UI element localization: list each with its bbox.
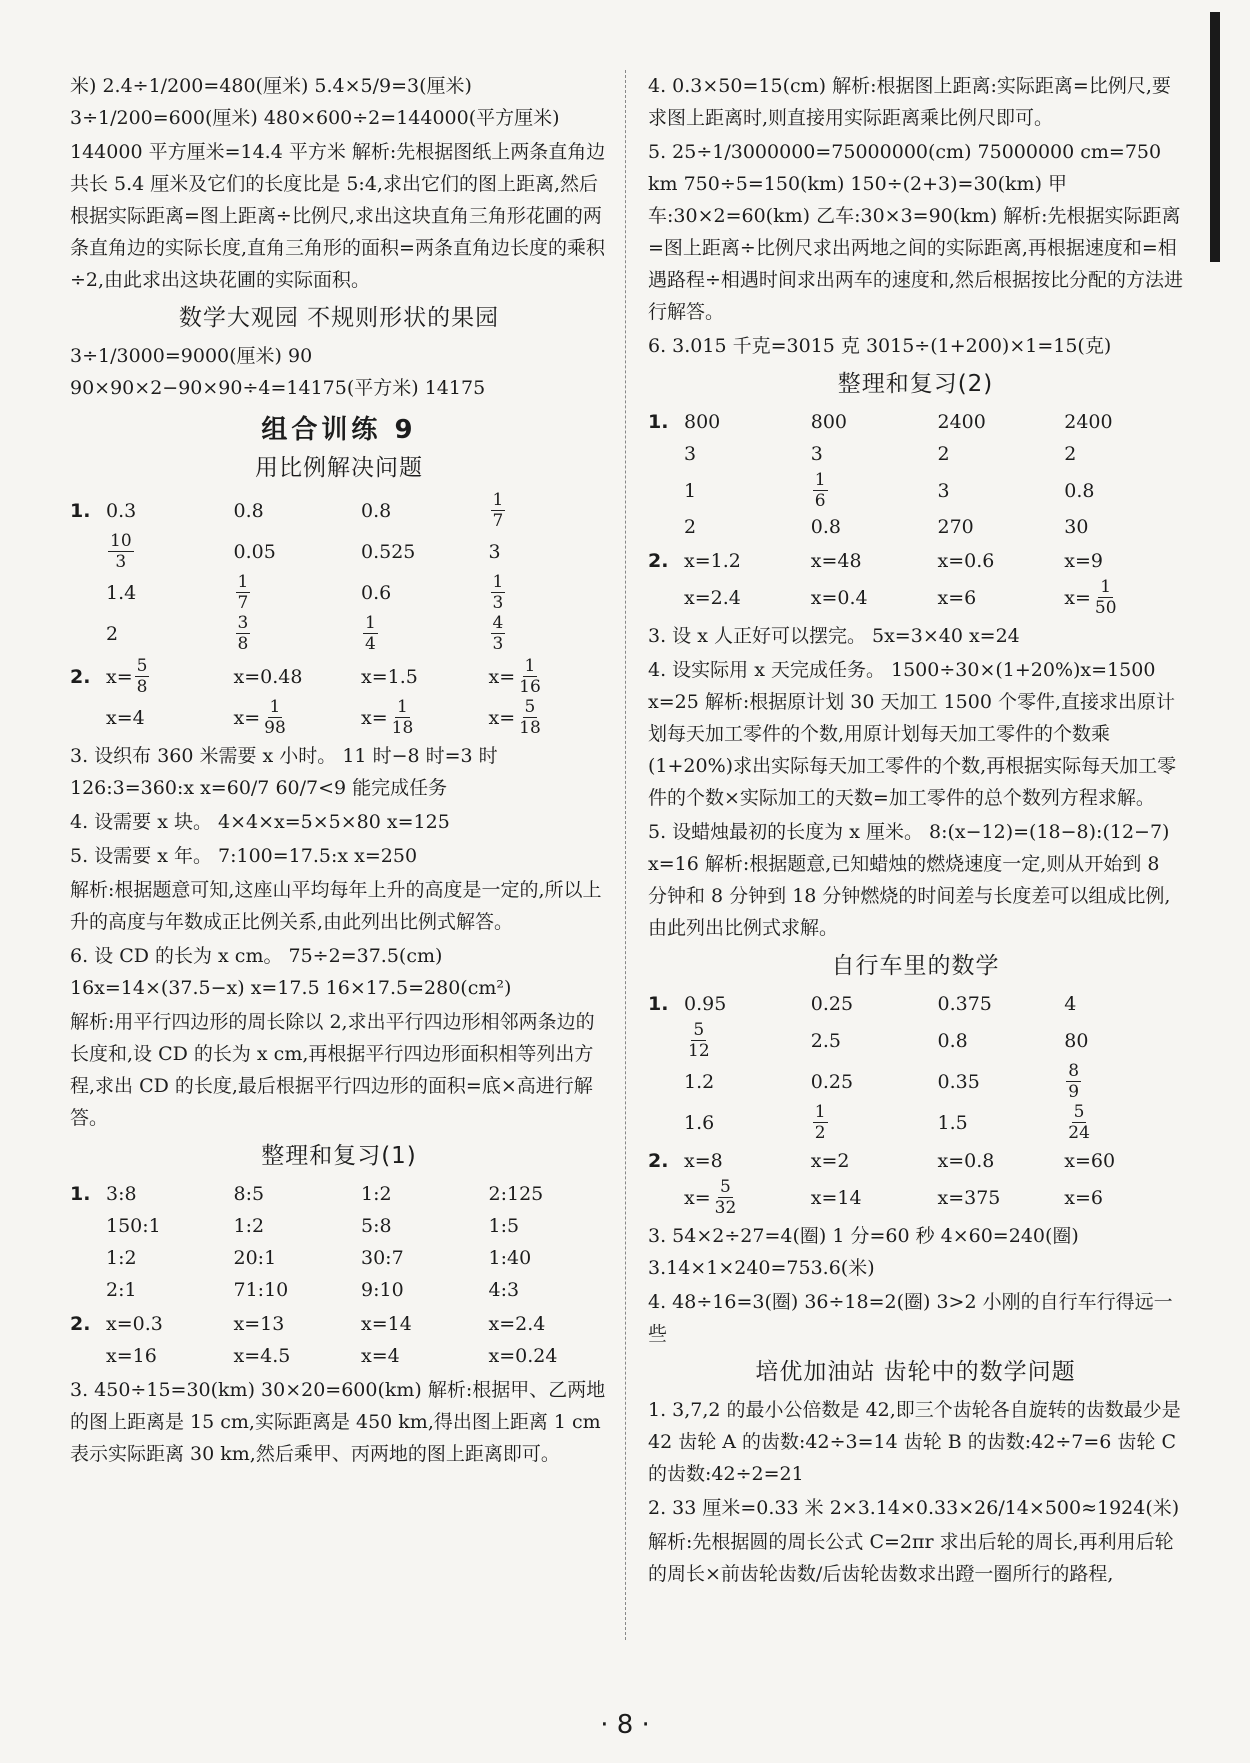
answer-grid <box>70 490 608 654</box>
question-number <box>648 1182 676 1214</box>
question-number: 1. <box>70 499 91 522</box>
answer-grid <box>648 988 1183 1143</box>
answer-cell: 20:1 <box>233 1247 277 1269</box>
answer-cell: x=0.3 <box>106 1313 163 1335</box>
answer-cell: 0.35 <box>937 1070 980 1093</box>
answer-cell: 1:2 <box>361 1183 392 1205</box>
answer-cell: 80 <box>1064 1029 1089 1052</box>
answer-cell: x= $\frac{5}{8}$ <box>106 656 148 697</box>
answer-cell <box>811 1102 930 1143</box>
answer-cell: x= $\frac{1}{98}$ <box>233 697 286 738</box>
answer-cell <box>684 1020 803 1061</box>
answer-cell: 2 <box>937 443 950 465</box>
section-heading: 数学大观园 不规则形状的果园 <box>178 305 500 331</box>
answer-text: 6. 3.015 千克=3015 克 3015÷(1+200)×1=15(克) <box>648 335 1112 357</box>
answer-cell: x=2.4 <box>488 1313 546 1335</box>
answer-cell: 71:10 <box>233 1279 289 1301</box>
answer-text: 3. 设 x 人正好可以摆完。 5x=3×40 x=24 <box>648 625 1020 647</box>
answer-cell: 1 <box>684 479 697 502</box>
answer-cell: x=14 <box>361 1313 412 1335</box>
answer-cell: 0.05 <box>233 540 276 563</box>
answer-text: 4. 设需要 x 块。 4×4×x=5×5×80 x=125 <box>70 811 450 833</box>
answer-cell: 0.525 <box>361 540 416 563</box>
answer-cell: x=0.6 <box>937 550 995 572</box>
fraction: $\frac{1}{7}$ <box>492 490 504 531</box>
answer-cell: x=1.2 <box>684 550 741 572</box>
answer-cell: x=48 <box>810 550 862 572</box>
answer-cell: x= $\frac{5}{32}$ <box>684 1177 737 1218</box>
fraction: $\frac{1}{3}$ <box>492 572 504 613</box>
answer-cell: 1.6 <box>684 1111 715 1134</box>
answer-grid <box>70 656 608 738</box>
question-number <box>648 582 676 614</box>
answer-cell <box>1064 1061 1183 1102</box>
section-heading: 培优加油站 齿轮中的数学问题 <box>755 1359 1076 1385</box>
answer-cell: 0.8 <box>937 1029 968 1052</box>
answer-cell: 0.95 <box>684 993 727 1015</box>
answer-cell: 30:7 <box>361 1247 404 1269</box>
answer-text: 1. 3,7,2 的最小公倍数是 42,即三个齿轮各自旋转的齿数最少是 42 齿轮 A 的齿数:42÷3=14 齿轮 B 的齿数:42÷7=6 齿轮 C 的齿数:42÷2=21 <box>648 1399 1181 1485</box>
answer-cell: 270 <box>937 516 974 538</box>
fraction: $\frac{5}{12}$ <box>688 1020 710 1061</box>
answer-text: 4. 0.3×50=15(cm) 解析:根据图上距离:实际距离=比例尺,要求图上距离时,则直接用实际距离乘比例尺即可。 <box>648 75 1171 129</box>
explanation-text: 解析:用平行四边形的周长除以 2,求出平行四边形相邻两条边的长度和,设 CD 的长为 x cm,再根据平行四边形面积相等列出方程,求出 CD 的长度,最后根据平行四边形的面积=底×高进行解答。 <box>70 1011 595 1129</box>
answer-cell <box>1064 1102 1183 1143</box>
fraction: $\frac{5}{18}$ <box>519 697 541 738</box>
question-number: 1. <box>70 1183 91 1205</box>
answer-cell: x=0.48 <box>233 665 303 688</box>
answer-cell: 1.4 <box>106 581 137 604</box>
page-edge-bar <box>1210 12 1220 262</box>
right-column <box>648 70 1183 1592</box>
answer-cell: 1:2 <box>233 1215 265 1237</box>
answer-cell: 1:5 <box>488 1215 520 1237</box>
question-number <box>70 1340 98 1372</box>
answer-cell: 9:10 <box>361 1279 404 1301</box>
answer-cell: x=13 <box>233 1313 285 1335</box>
question-number <box>648 1107 676 1139</box>
fraction: $\frac{1}{98}$ <box>264 697 286 738</box>
answer-cell: x=2.4 <box>684 586 741 609</box>
answer-cell: x=2 <box>810 1150 850 1172</box>
answer-cell: 0.25 <box>810 1070 854 1093</box>
answer-cell: 4:3 <box>488 1279 520 1301</box>
answer-cell: 0.8 <box>810 516 841 538</box>
answer-cell <box>361 613 481 654</box>
answer-cell: x=4.5 <box>233 1345 291 1367</box>
answer-cell: x= $\frac{1}{18}$ <box>361 697 414 738</box>
answer-cell: 0.375 <box>937 993 992 1015</box>
explanation-text: 解析:先根据圆的周长公式 C=2πr 求出后轮的周长,再利用后轮的周长×前齿轮齿数/后齿轮齿数求出蹬一圈所行的路程, <box>648 1531 1174 1585</box>
explanation-text: 解析:根据题意可知,这座山平均每年上升的高度是一定的,所以上升的高度与年数成正比例关系,由此列出比例式解答。 <box>70 879 602 933</box>
answer-cell: x=1.5 <box>361 665 418 688</box>
answer-cell: 1:40 <box>488 1247 532 1269</box>
answer-text: 米) 2.4÷1/200=480(厘米) 5.4×5/9=3(厘米) 3÷1/200=600(厘米) 480×600÷2=144000(平方厘米) <box>70 75 560 129</box>
question-number <box>648 1025 676 1057</box>
fraction: $\frac{1}{4}$ <box>365 613 376 654</box>
section-heading: 用比例解决问题 <box>255 455 423 481</box>
question-number: 2. <box>70 1313 91 1335</box>
answer-text: 3. 设织布 360 米需要 x 小时。 11 时−8 时=3 时 126:3=360:x x=60/7 60/7<9 能完成任务 <box>70 745 498 799</box>
answer-cell: x=6 <box>1064 1186 1103 1209</box>
answer-cell: x= $\frac{1}{50}$ <box>1064 577 1117 618</box>
page-number: · 8 · <box>600 1710 650 1740</box>
answer-cell: 8:5 <box>233 1183 265 1205</box>
question-number: 1. <box>648 411 669 433</box>
answer-grid <box>70 1308 608 1372</box>
section-heading: 整理和复习(2) <box>837 371 994 397</box>
answer-text: 3. 450÷15=30(km) 30×20=600(km) 解析:根据甲、乙两地的图上距离是 15 cm,实际距离是 450 km,得出图上距离 1 cm 表示实际距离 30 km,然后乘甲、丙两地的图上距离即可。 <box>70 1379 606 1465</box>
answer-cell: 0.8 <box>361 499 392 522</box>
answer-cell: x=0.8 <box>937 1150 995 1172</box>
fraction: $\frac{3}{8}$ <box>237 613 249 654</box>
fraction: $\frac{5}{32}$ <box>714 1177 737 1218</box>
answer-text: 5. 25÷1/3000000=75000000(cm) 75000000 cm=750 km 750÷5=150(km) 150÷(2+3)=30(km) 甲车:30×2=60(km) 乙车:30×3=90(km) 解析:先根据实际距离=图上距离÷比例尺求出两地之间的实际距离,再根据速度和=相遇路程÷相遇时间求出两车的速度和,然后根据按比分配的方法进行解答。 <box>648 141 1183 323</box>
answer-text: 6. 设 CD 的长为 x cm。 75÷2=37.5(cm) 16x=14×(37.5−x) x=17.5 16×17.5=280(cm²) <box>70 945 512 999</box>
answer-cell: 2.5 <box>810 1029 841 1052</box>
question-number <box>648 438 676 470</box>
answer-cell: 0.8 <box>233 499 264 522</box>
answer-text: 144000 平方厘米=14.4 平方米 解析:先根据图纸上两条直角边共长 5.4 厘米及它们的长度比是 5:4,求出它们的图上距离,然后根据实际距离=图上距离÷比例尺,求出这块直角三角形花圃的两条直角边的实际长度,直角三角形的面积=两条直角边长度的乘积÷2,由此求出这块花圃的实际面积。 <box>70 141 606 291</box>
answer-text: 3. 54×2÷27=4(圈) 1 分=60 秒 4×60=240(圈) 3.14×1×240=753.6(米) <box>648 1225 1079 1279</box>
answer-cell: 2 <box>106 622 119 645</box>
fraction: $\frac{1}{2}$ <box>814 1102 826 1143</box>
answer-cell: x= $\frac{5}{18}$ <box>488 697 541 738</box>
question-number: 1. <box>648 993 669 1015</box>
answer-cell: 0.25 <box>810 993 854 1015</box>
question-number: 2. <box>70 665 91 688</box>
answer-text: 2. 33 厘米=0.33 米 2×3.14×0.33×26/14×500≈1924(米) <box>648 1497 1180 1519</box>
fraction: $\frac{1}{7}$ <box>237 572 249 613</box>
answer-text: 5. 设蜡烛最初的长度为 x 厘米。 8:(x−12)=(18−8):(12−7) x=16 解析:根据题意,已知蜡烛的燃烧速度一定,则从开始到 8 分钟和 8 分钟到 18 分钟燃烧的时间差与长度差可以组成比例,由此列出比例式求解。 <box>648 821 1171 939</box>
unit-title: 组合训练 9 <box>261 415 417 445</box>
answer-cell: 0.3 <box>106 499 137 522</box>
answer-grid <box>648 1145 1183 1218</box>
section-heading: 自行车里的数学 <box>831 953 1000 979</box>
answer-cell <box>489 613 609 654</box>
answer-cell: 2400 <box>937 411 986 433</box>
answer-cell: 800 <box>810 411 848 433</box>
answer-cell: 5:8 <box>361 1215 392 1237</box>
question-number <box>648 511 676 543</box>
answer-text: 5. 设需要 x 年。 7:100=17.5:x x=250 <box>70 845 418 867</box>
fraction: $\frac{1}{6}$ <box>814 470 826 511</box>
answer-cell: x=0.4 <box>810 586 868 609</box>
question-number <box>70 1242 98 1274</box>
answer-cell: x=0.24 <box>488 1345 558 1367</box>
answer-cell: x=14 <box>810 1186 862 1209</box>
question-number <box>70 536 98 568</box>
answer-cell <box>489 490 609 531</box>
fraction: $\frac{8}{9}$ <box>1068 1061 1080 1102</box>
answer-cell: 3 <box>810 443 823 465</box>
question-number: 2. <box>648 1150 669 1172</box>
answer-grid <box>648 406 1183 543</box>
answer-cell: x=9 <box>1064 550 1103 572</box>
answer-cell: x= $\frac{1}{16}$ <box>488 656 541 697</box>
answer-cell: 2:125 <box>488 1183 544 1205</box>
answer-cell: 0.6 <box>361 581 392 604</box>
answer-cell: 1:2 <box>106 1247 137 1269</box>
fraction: $\frac{5}{24}$ <box>1068 1102 1090 1143</box>
answer-text: 4. 48÷16=3(圈) 36÷18=2(圈) 3>2 小刚的自行车行得远一些 <box>648 1291 1173 1345</box>
fraction: $\frac{10}{3}$ <box>110 531 132 572</box>
question-number <box>70 702 98 734</box>
answer-cell: 2400 <box>1064 411 1113 433</box>
answer-text: 4. 设实际用 x 天完成任务。 1500÷30×(1+20%)x=1500 x=25 解析:根据原计划 30 天加工 1500 个零件,直接求出原计划每天加工零件的个数,用原计划每天加工零件的个数乘(1+20%)求出实际每天加工零件的个数,再根据实际每天加工零件的个数×实际加工的天数=加工零件的总个数列方程求解。 <box>648 659 1177 809</box>
question-number <box>70 1210 98 1242</box>
fraction: $\frac{5}{8}$ <box>136 656 148 697</box>
answer-cell: x=375 <box>937 1186 1001 1209</box>
answer-cell: x=16 <box>106 1345 157 1367</box>
answer-cell: x=4 <box>361 1345 400 1367</box>
answer-text: 3÷1/3000=9000(厘米) 90 90×90×2−90×90÷4=14175(平方米) 14175 <box>70 345 486 399</box>
answer-cell: 30 <box>1064 516 1089 538</box>
answer-cell: 0.8 <box>1064 479 1095 502</box>
question-number: 2. <box>648 550 669 572</box>
question-number <box>648 1066 676 1098</box>
answer-cell <box>811 470 930 511</box>
column-divider <box>625 70 626 1640</box>
question-number <box>70 618 98 650</box>
left-column <box>70 70 608 1472</box>
fraction: $\frac{1}{50}$ <box>1094 577 1117 618</box>
question-number <box>70 577 98 609</box>
answer-cell: x=60 <box>1064 1150 1116 1172</box>
answer-cell <box>489 572 609 613</box>
question-number <box>648 475 676 507</box>
answer-cell: 2 <box>684 516 697 538</box>
answer-cell: 150:1 <box>106 1215 161 1237</box>
fraction: $\frac{4}{3}$ <box>492 613 504 654</box>
answer-cell <box>234 613 354 654</box>
answer-cell: 3 <box>488 540 501 563</box>
answer-cell: 2:1 <box>106 1279 137 1301</box>
answer-cell: 1.2 <box>684 1070 715 1093</box>
answer-cell: 3:8 <box>106 1183 137 1205</box>
answer-grid <box>70 1178 608 1306</box>
answer-cell: 2 <box>1064 443 1077 465</box>
answer-cell: 800 <box>684 411 721 433</box>
answer-cell <box>106 531 226 572</box>
question-number <box>70 1274 98 1306</box>
section-heading: 整理和复习(1) <box>261 1143 417 1169</box>
answer-grid <box>648 545 1183 618</box>
answer-cell: x=8 <box>684 1150 723 1172</box>
answer-cell: x=6 <box>937 586 977 609</box>
answer-cell <box>234 572 354 613</box>
fraction: $\frac{1}{18}$ <box>391 697 414 738</box>
answer-cell: 3 <box>684 443 697 465</box>
fraction: $\frac{1}{16}$ <box>519 656 541 697</box>
answer-cell: 4 <box>1064 993 1077 1015</box>
answer-cell: 1.5 <box>937 1111 968 1134</box>
answer-cell: 3 <box>937 479 950 502</box>
answer-cell: x=4 <box>106 706 145 729</box>
